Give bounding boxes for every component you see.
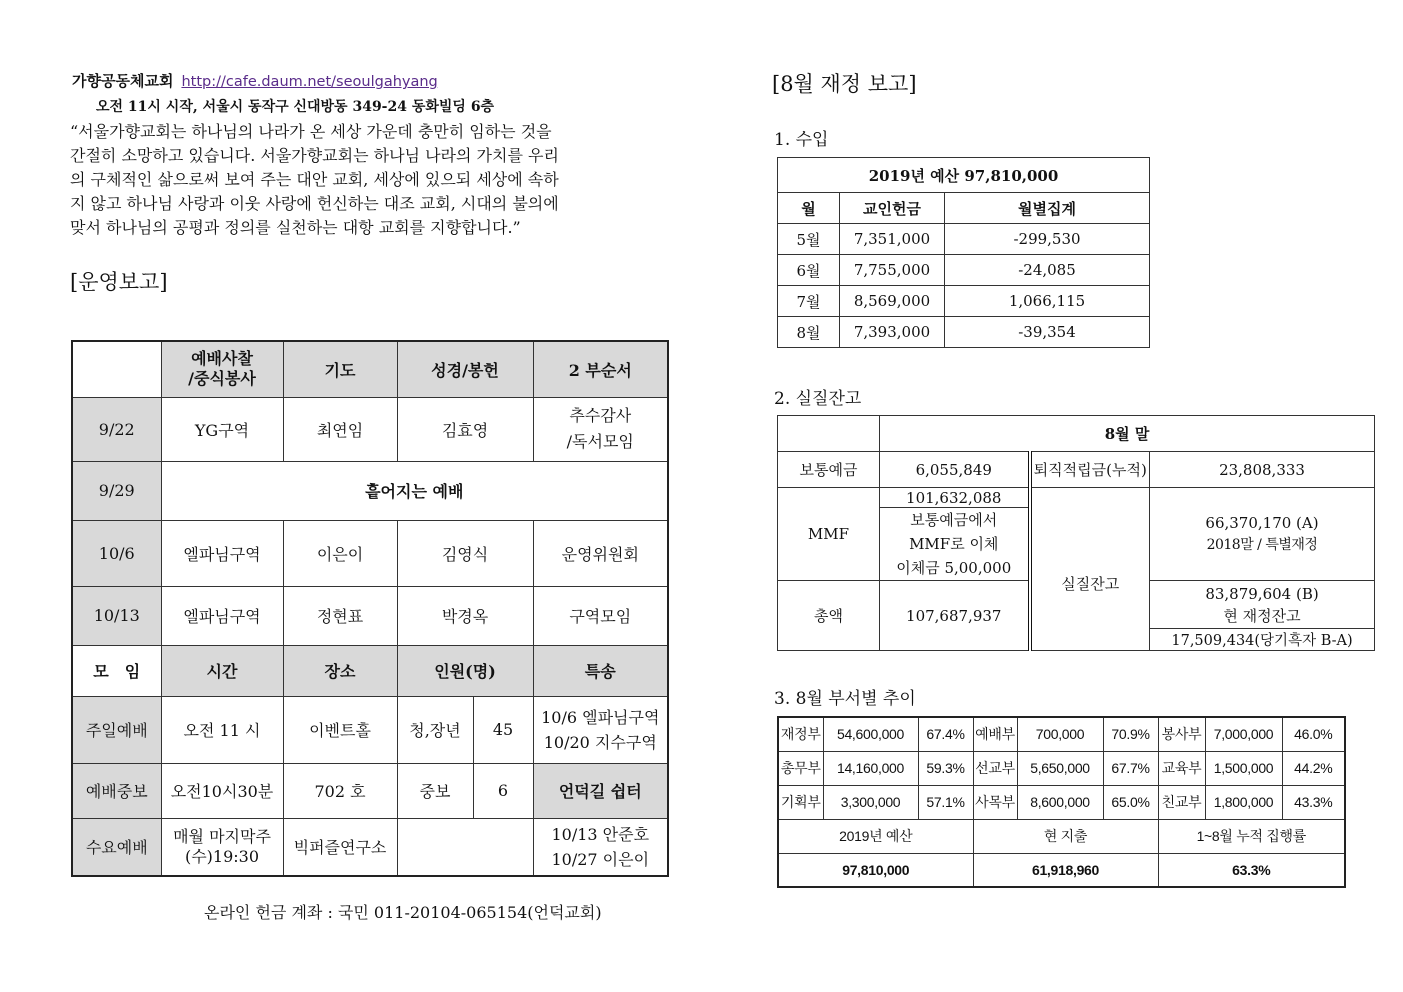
header-special-song: 특송: [533, 645, 668, 696]
meeting-special: 10/13 안준호 10/27 이은이: [533, 818, 668, 876]
schedule-scripture: 김영식: [397, 520, 533, 586]
meeting-time: 매월 마지막주 (수)19:30: [161, 818, 283, 876]
summary-value-row: [778, 853, 1345, 887]
meeting-place: 702 호: [283, 763, 397, 818]
meeting-group: [397, 818, 533, 876]
meeting-count: 45: [473, 696, 533, 763]
dept-name: 기획부: [778, 785, 823, 819]
summary-spent: 61,918,960: [973, 853, 1158, 887]
schedule-second-part: 운영위원회: [533, 520, 668, 586]
schedule-row: [72, 586, 668, 645]
income-offering: 8,569,000: [840, 286, 945, 317]
header-second-part: 2 부순서: [533, 341, 668, 397]
dept-amount: 700,000: [1017, 717, 1103, 751]
dept-amount: 1,500,000: [1205, 751, 1282, 785]
mission-line: 지 않고 하나님 사랑과 이웃 사랑에 헌신하는 대조 교회, 시대의 불의에: [70, 194, 559, 213]
schedule-scripture: 김효영: [397, 397, 533, 461]
summary-header-budget: 2019년 예산: [778, 819, 973, 853]
mmf-value: 101,632,088: [880, 488, 1030, 508]
mmf-note-line: MMF로 이체: [909, 535, 999, 553]
schedule-date: 10/13: [72, 586, 161, 645]
schedule-header-row: [72, 341, 668, 397]
departments-title: 3. 8월 부서별 추이: [774, 689, 916, 709]
income-monthly: 1,066,115: [945, 286, 1150, 317]
department-row: [778, 751, 1345, 785]
income-row: [778, 224, 1150, 255]
meeting-group: 청,장년: [397, 696, 473, 763]
header-usher: 예배사찰 /중식봉사: [161, 341, 283, 397]
dept-rate: 67.7%: [1103, 751, 1158, 785]
dept-rate: 59.3%: [918, 751, 973, 785]
dept-amount: 14,160,000: [823, 751, 918, 785]
schedule-second-part: 구역모임: [533, 586, 668, 645]
dept-amount: 1,800,000: [1205, 785, 1282, 819]
income-offering: 7,393,000: [840, 317, 945, 348]
operations-table: [71, 340, 669, 877]
schedule-second-part: 추수감사 /독서모임: [533, 397, 668, 461]
retire-label: 퇴직적립금(누적): [1030, 452, 1150, 488]
meeting-row: [72, 763, 668, 818]
schedule-date: 9/29: [72, 461, 161, 520]
meeting-group: 중보: [397, 763, 473, 818]
header-month: 월: [778, 193, 840, 224]
schedule-date: 10/6: [72, 520, 161, 586]
mission-line: 간절히 소망하고 있습니다. 서울가향교회는 하나님 나라의 가치를 우리: [70, 146, 559, 165]
meeting-header-row: [72, 645, 668, 696]
dept-name: 선교부: [973, 751, 1017, 785]
schedule-date: 9/22: [72, 397, 161, 461]
meeting-name: 수요예배: [72, 818, 161, 876]
surplus-value: 17,509,434(당기흑자 B-A): [1150, 629, 1375, 651]
blank-cell: [778, 416, 880, 452]
operations-title: [운영보고]: [70, 270, 168, 294]
summary-header-row: [778, 819, 1345, 853]
meeting-count: 6: [473, 763, 533, 818]
schedule-prayer: 정현표: [283, 586, 397, 645]
total-value: 107,687,937: [880, 581, 1030, 651]
dept-name: 사목부: [973, 785, 1017, 819]
summary-rate: 63.3%: [1158, 853, 1345, 887]
a-note: 2018말 / 특별재정: [1206, 537, 1318, 553]
meeting-row: [72, 818, 668, 876]
income-month: 6월: [778, 255, 840, 286]
dept-rate: 46.0%: [1282, 717, 1345, 751]
header-monthly-total: 월별집계: [945, 193, 1150, 224]
department-row: [778, 717, 1345, 751]
dept-amount: 54,600,000: [823, 717, 918, 751]
income-month: 7월: [778, 286, 840, 317]
dept-rate: 70.9%: [1103, 717, 1158, 751]
meeting-name: 주일예배: [72, 696, 161, 763]
dept-name: 예배부: [973, 717, 1017, 751]
b-cell: [1150, 581, 1375, 629]
header-attendance: 인원(명): [397, 645, 533, 696]
income-offering: 7,755,000: [840, 255, 945, 286]
header-prayer: 기도: [283, 341, 397, 397]
church-name-line: [72, 70, 438, 91]
header-meeting: 모 임: [72, 645, 161, 696]
income-title: 1. 수입: [774, 130, 829, 150]
schedule-usher: YG구역: [161, 397, 283, 461]
schedule-usher: 엘파님구역: [161, 520, 283, 586]
meeting-name: 예배중보: [72, 763, 161, 818]
meeting-time: 오전 11 시: [161, 696, 283, 763]
b-value: 83,879,604 (B): [1205, 584, 1319, 603]
service-info: 오전 11시 시작, 서울시 동작구 신대방동 349-24 동화빌딩 6층: [96, 99, 495, 115]
dept-rate: 43.3%: [1282, 785, 1345, 819]
mission-line: 의 구체적인 삶으로써 보여 주는 대안 교회, 세상에 있으되 세상에 속하: [70, 170, 559, 189]
blank-cell: [72, 341, 161, 397]
dept-name: 봉사부: [1158, 717, 1205, 751]
dept-rate: 67.4%: [918, 717, 973, 751]
dept-amount: 7,000,000: [1205, 717, 1282, 751]
balance-title: 2. 실질잔고: [774, 389, 862, 409]
a-cell: [1150, 488, 1375, 581]
mission-line: 맞서 하나님의 공평과 정의를 실천하는 대항 교회를 지향합니다.”: [70, 218, 521, 237]
mmf-note: [880, 508, 1030, 581]
dept-rate: 65.0%: [1103, 785, 1158, 819]
dept-name: 교육부: [1158, 751, 1205, 785]
meeting-place: 이벤트홀: [283, 696, 397, 763]
meeting-row: [72, 696, 668, 763]
church-name: 가향공동체교회: [72, 72, 174, 90]
schedule-prayer: 최연임: [283, 397, 397, 461]
schedule-row: [72, 520, 668, 586]
department-row: [778, 785, 1345, 819]
schedule-scripture: 박경옥: [397, 586, 533, 645]
meeting-special: 언덕길 쉽터: [533, 763, 668, 818]
mmf-note-line: 보통예금에서: [910, 511, 998, 529]
schedule-prayer: 이은이: [283, 520, 397, 586]
dept-rate: 57.1%: [918, 785, 973, 819]
mission-line: “서울가향교회는 하나님의 나라가 온 세상 가운데 충만히 임하는 것을: [70, 122, 552, 141]
income-month: 8월: [778, 317, 840, 348]
real-balance-text: 실질잔고: [1061, 574, 1120, 593]
header-scripture: 성경/봉헌: [397, 341, 533, 397]
dept-name: 친교부: [1158, 785, 1205, 819]
income-row: [778, 317, 1150, 348]
schedule-row: [72, 461, 668, 520]
meeting-place: 빅퍼즐연구소: [283, 818, 397, 876]
savings-label: 보통예금: [778, 452, 880, 488]
retire-value: 23,808,333: [1150, 452, 1375, 488]
schedule-usher: 엘파님구역: [161, 586, 283, 645]
mmf-note-line: 이체금 5,00,000: [896, 559, 1012, 577]
balance-table: [777, 415, 1375, 651]
income-monthly: -24,085: [945, 255, 1150, 286]
budget-caption: 2019년 예산 97,810,000: [778, 158, 1150, 193]
total-label: 총액: [778, 581, 880, 651]
schedule-merged: 흩어지는 예배: [161, 461, 668, 520]
meeting-special: 10/6 엘파님구역 10/20 지수구역: [533, 696, 668, 763]
dept-amount: 3,300,000: [823, 785, 918, 819]
income-row: [778, 286, 1150, 317]
header-time: 시간: [161, 645, 283, 696]
summary-header-spent: 현 지출: [973, 819, 1158, 853]
dept-rate: 44.2%: [1282, 751, 1345, 785]
departments-table: [777, 716, 1346, 888]
income-offering: 7,351,000: [840, 224, 945, 255]
income-table: [777, 157, 1150, 348]
header-offering: 교인헌금: [840, 193, 945, 224]
period-header: 8월 말: [880, 416, 1375, 452]
savings-value: 6,055,849: [880, 452, 1030, 488]
mission-statement: [70, 120, 632, 240]
dept-name: 총무부: [778, 751, 823, 785]
dept-amount: 8,600,000: [1017, 785, 1103, 819]
finance-title: [8월 재정 보고]: [772, 72, 917, 96]
b-note: 현 재정잔고: [1223, 606, 1301, 625]
cafe-link[interactable]: http://cafe.daum.net/seoulgahyang: [181, 74, 438, 90]
dept-name: 재정부: [778, 717, 823, 751]
income-row: [778, 255, 1150, 286]
header-place: 장소: [283, 645, 397, 696]
schedule-row: [72, 397, 668, 461]
online-offering-account: 온라인 헌금 계좌 : 국민 011-20104-065154(언덕교회): [204, 903, 602, 922]
income-monthly: -39,354: [945, 317, 1150, 348]
mmf-label: MMF: [778, 488, 880, 581]
summary-header-rate: 1~8월 누적 집행률: [1158, 819, 1345, 853]
summary-budget: 97,810,000: [778, 853, 973, 887]
meeting-time: 오전10시30분: [161, 763, 283, 818]
a-value: 66,370,170 (A): [1205, 514, 1319, 532]
income-monthly: -299,530: [945, 224, 1150, 255]
dept-amount: 5,650,000: [1017, 751, 1103, 785]
income-month: 5월: [778, 224, 840, 255]
real-balance-label: [1030, 488, 1150, 651]
